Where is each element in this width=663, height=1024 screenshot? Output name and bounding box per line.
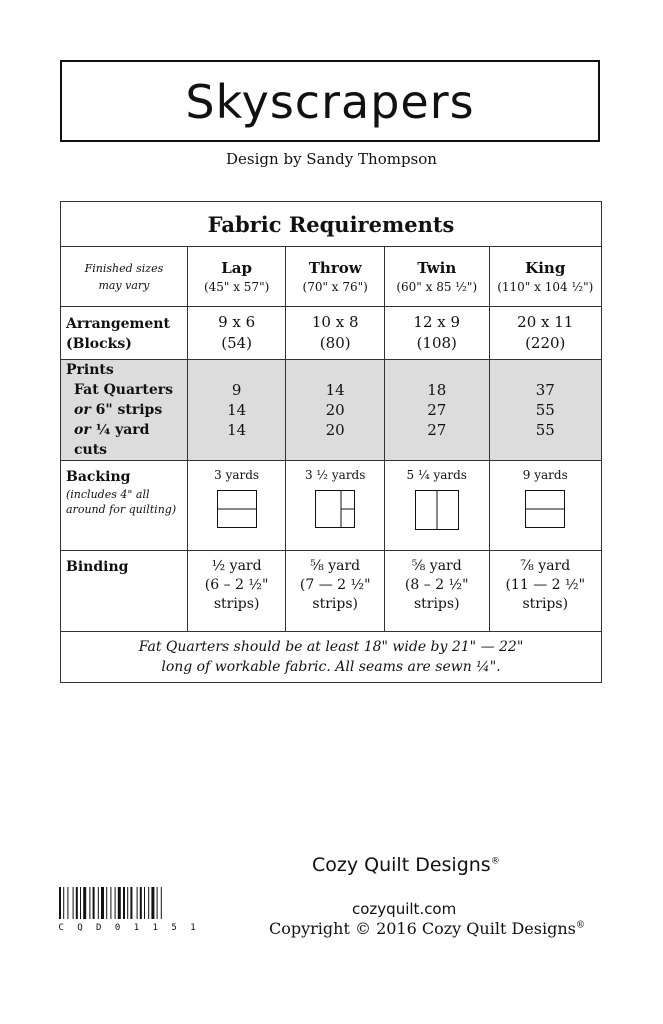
prints-label-line: Prints xyxy=(66,362,114,378)
value-line: ⅝ yard xyxy=(411,558,462,574)
barcode-bar xyxy=(151,887,154,919)
value-line: 14 xyxy=(227,401,247,419)
barcode-bar xyxy=(148,887,149,919)
backing-layout-diagram xyxy=(415,490,459,530)
prints-option: ¼ yard cuts xyxy=(74,422,150,458)
backing-yards: 3 ½ yards xyxy=(304,468,366,482)
barcode-bar xyxy=(106,887,107,919)
barcode-bar xyxy=(144,887,145,919)
barcode xyxy=(58,887,200,933)
note-row xyxy=(61,632,602,683)
value-line: strips) xyxy=(522,596,569,612)
copyright-text: Copyright © 2016 Cozy Quilt Designs xyxy=(269,919,576,938)
barcode-bar xyxy=(115,887,116,919)
backing-value xyxy=(286,461,385,551)
value-line: ½ yard xyxy=(211,558,262,574)
value-line: 27 xyxy=(427,421,447,439)
sizes-note-cell xyxy=(61,247,188,307)
backing-label-line: Backing xyxy=(66,469,131,485)
backing-row xyxy=(61,461,602,551)
value-line: ⅞ yard xyxy=(520,558,571,574)
fabric-note xyxy=(61,632,602,683)
value-line: (54) xyxy=(221,334,253,352)
binding-value xyxy=(187,551,286,632)
backing-yards: 3 yards xyxy=(214,468,260,482)
size-dims: (70" x 76") xyxy=(302,280,368,294)
prints-value xyxy=(385,360,490,461)
barcode-bar xyxy=(98,887,99,919)
barcode-bar xyxy=(93,887,95,919)
binding-value xyxy=(385,551,490,632)
size-dims: (110" x 104 ½") xyxy=(497,280,594,294)
backing-layout-diagram xyxy=(525,490,565,528)
arrangement-value xyxy=(286,307,385,360)
arrangement-label-line: Arrangement xyxy=(66,316,170,332)
value-line: 20 xyxy=(325,401,345,419)
prints-value xyxy=(187,360,286,461)
value-line: 27 xyxy=(427,401,447,419)
binding-label: Binding xyxy=(61,551,188,632)
barcode-bar xyxy=(130,887,132,919)
value-line: 20 xyxy=(325,421,345,439)
barcode-bar xyxy=(59,887,61,919)
size-twin xyxy=(385,247,490,307)
size-name: King xyxy=(525,259,566,277)
barcode-bar xyxy=(76,887,78,919)
value-line: strips) xyxy=(312,596,358,612)
barcode-bars xyxy=(58,887,200,919)
size-throw xyxy=(286,247,385,307)
value-line: (80) xyxy=(319,334,351,352)
prints-value xyxy=(286,360,385,461)
value-line: 55 xyxy=(535,401,555,419)
value-line: 14 xyxy=(227,421,247,439)
arrangement-value xyxy=(187,307,286,360)
arrangement-label xyxy=(61,307,188,360)
backing-label xyxy=(61,461,188,551)
barcode-bar xyxy=(110,887,111,919)
value-line: 10 x 8 xyxy=(311,313,359,331)
barcode-bar xyxy=(140,887,142,919)
note-line: Fat Quarters should be at least 18" wide by 21" — 22" xyxy=(138,639,524,655)
backing-layout-diagram xyxy=(217,490,257,528)
barcode-bar xyxy=(63,887,64,919)
arrangement-label-line: (Blocks) xyxy=(66,336,132,352)
backing-value xyxy=(187,461,286,551)
barcode-bar xyxy=(73,887,74,919)
value-line: strips) xyxy=(213,596,260,612)
prints-label-line xyxy=(66,400,187,420)
backing-sub-line: (includes 4" all xyxy=(66,488,150,501)
value-line: (11 — 2 ½" xyxy=(505,577,586,593)
value-line: 37 xyxy=(535,381,555,399)
binding-row xyxy=(61,551,602,632)
fabric-requirements-table xyxy=(60,201,602,683)
prints-label-line: Fat Quarters xyxy=(74,382,174,398)
barcode-bar xyxy=(161,887,162,919)
size-dims: (45" x 57") xyxy=(203,280,270,294)
barcode-bar xyxy=(118,887,121,919)
note-line: long of workable fabric. All seams are sewn ¼". xyxy=(161,659,501,675)
value-line: 20 x 11 xyxy=(517,313,574,331)
backing-layout-diagram xyxy=(315,490,355,528)
binding-value xyxy=(489,551,602,632)
arrangement-value xyxy=(385,307,490,360)
size-name: Throw xyxy=(308,259,362,277)
backing-value xyxy=(385,461,490,551)
registered-mark: ® xyxy=(575,920,585,931)
value-line: ⅝ yard xyxy=(310,558,361,574)
backing-yards: 9 yards xyxy=(522,468,568,482)
value-line: 9 xyxy=(231,381,242,399)
copyright-notice xyxy=(269,919,585,938)
value-line: 55 xyxy=(535,421,555,439)
value-line: 9 x 6 xyxy=(218,313,256,331)
arrangement-row xyxy=(61,307,602,360)
size-king xyxy=(489,247,602,307)
brand-text: Cozy Quilt Designs xyxy=(312,854,491,876)
backing-yards: 5 ¼ yards xyxy=(406,468,467,482)
barcode-bar xyxy=(157,887,158,919)
barcode-bar xyxy=(80,887,81,919)
binding-value xyxy=(286,551,385,632)
barcode-digits: C Q D 0 1 1 5 1 xyxy=(58,923,200,933)
barcode-bar xyxy=(137,887,138,919)
size-name: Lap xyxy=(221,259,252,277)
registered-mark: ® xyxy=(490,856,500,867)
value-line: (220) xyxy=(525,334,566,352)
brand-name xyxy=(312,854,500,876)
table-heading: Fabric Requirements xyxy=(61,202,602,247)
value-line: 12 x 9 xyxy=(413,313,461,331)
barcode-bar xyxy=(67,887,68,919)
size-dims: (60" x 85 ½") xyxy=(396,280,478,294)
value-line: 14 xyxy=(325,381,345,399)
barcode-bar xyxy=(123,887,125,919)
value-line: (7 — 2 ½" xyxy=(299,577,371,593)
sizes-row xyxy=(61,247,602,307)
title-box xyxy=(60,60,600,142)
or-word: or xyxy=(74,422,91,438)
pattern-title: Skyscrapers xyxy=(185,75,475,129)
value-line: 18 xyxy=(427,381,447,399)
prints-label xyxy=(61,360,188,461)
barcode-bar xyxy=(127,887,128,919)
designer-credit: Design by Sandy Thompson xyxy=(226,150,437,168)
backing-sub-line: around for quilting) xyxy=(66,503,177,516)
prints-option: 6" strips xyxy=(95,402,163,418)
backing-value xyxy=(489,461,602,551)
sizes-note-line: may vary xyxy=(98,278,150,292)
or-word: or xyxy=(74,402,91,418)
value-line: strips) xyxy=(413,596,460,612)
website-link[interactable]: cozyquilt.com xyxy=(352,900,457,918)
barcode-bar xyxy=(101,887,104,919)
barcode-bar xyxy=(89,887,90,919)
arrangement-value xyxy=(489,307,602,360)
value-line: (6 – 2 ½" xyxy=(204,577,269,593)
barcode-bar xyxy=(83,887,86,919)
prints-label-line xyxy=(66,420,187,460)
prints-row xyxy=(61,360,602,461)
value-line: (8 – 2 ½" xyxy=(404,577,469,593)
prints-value xyxy=(489,360,602,461)
size-lap xyxy=(187,247,286,307)
value-line: (108) xyxy=(416,334,457,352)
sizes-note-line: Finished sizes xyxy=(84,261,164,275)
size-name: Twin xyxy=(417,259,457,277)
